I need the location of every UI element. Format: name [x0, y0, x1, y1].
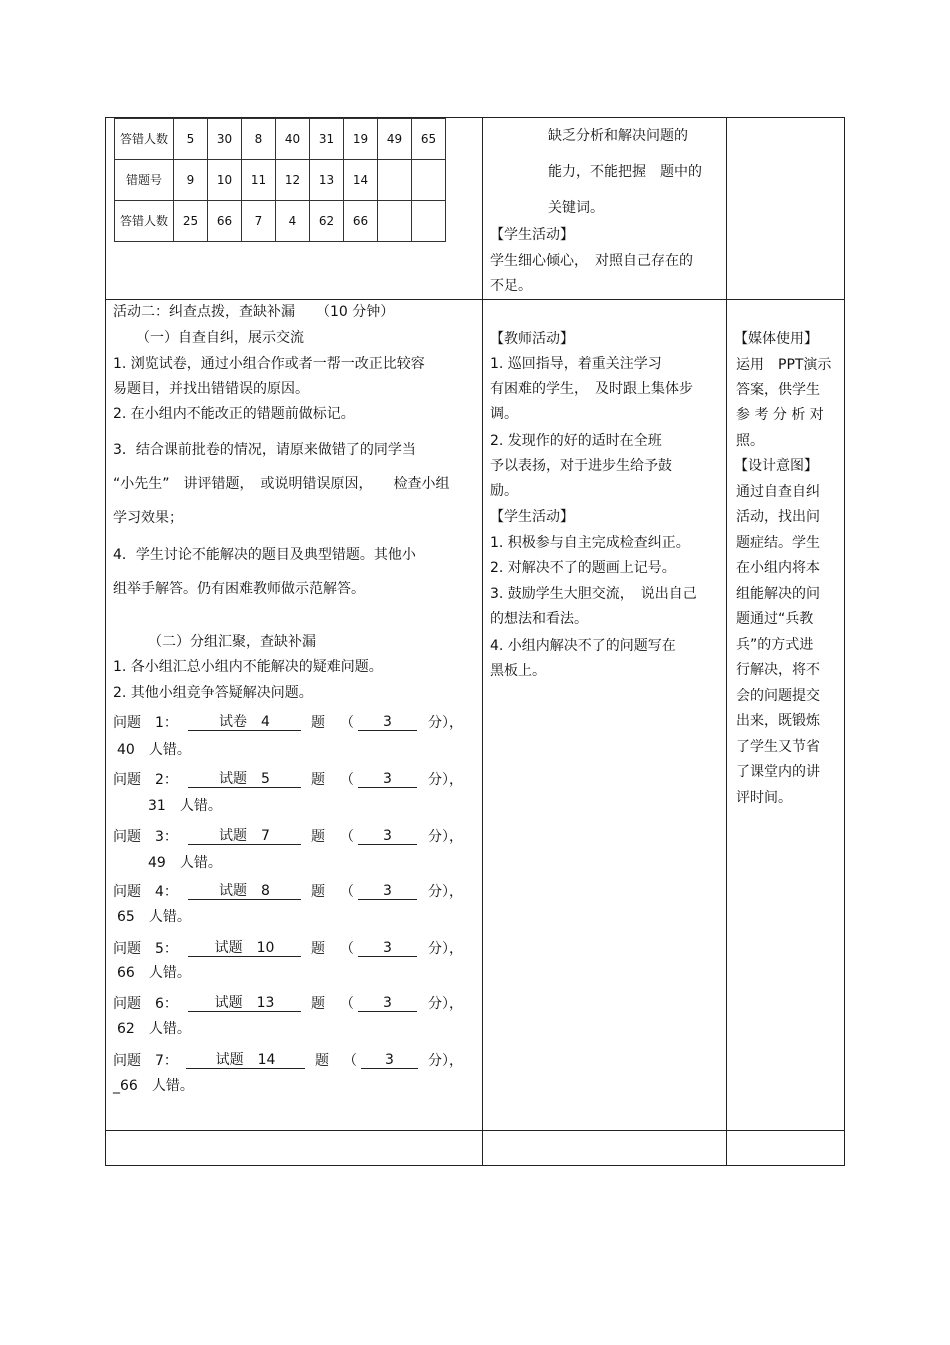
row-label: 答错人数	[115, 119, 174, 160]
media-line: 参 考 分 析 对	[736, 407, 824, 423]
problem-score-blank: 3	[358, 883, 417, 900]
media-line: 运用 PPT演示	[736, 357, 832, 373]
paren-close: 分），	[428, 829, 463, 845]
table-right-border	[844, 117, 845, 1165]
paren-close: 分），	[428, 941, 463, 957]
table-cell: 40	[276, 119, 310, 160]
analysis-line: 关键词。	[548, 200, 604, 216]
design-line: 题症结。学生	[736, 535, 820, 551]
paren-close: 分），	[428, 884, 463, 900]
row-divider	[105, 1130, 845, 1131]
problem-item-blank: 试题 14	[186, 1052, 305, 1069]
student-activity-heading: 【学生活动】	[490, 509, 574, 525]
step-text: 组举手解答。仍有困难教师做示范解答。	[113, 581, 365, 597]
table-cell: 66	[344, 201, 378, 242]
score-table	[114, 118, 446, 242]
paren-close: 分），	[428, 996, 463, 1012]
problem-label: 问题 6：	[113, 996, 178, 1012]
design-line: 会的问题提交	[736, 688, 820, 704]
student-activity-line: 的想法和看法。	[490, 611, 588, 627]
design-line: 通过自查自纠	[736, 484, 820, 500]
table-cell	[378, 201, 412, 242]
media-line: 答案，供学生	[736, 382, 820, 398]
problem-ti: 题	[311, 941, 325, 957]
table-cell: 62	[310, 201, 344, 242]
table-cell: 12	[276, 160, 310, 201]
problem-item-blank: 试卷 4	[188, 714, 301, 731]
table-cell	[378, 160, 412, 201]
problem-ti: 题	[311, 829, 325, 845]
table-cell	[412, 201, 446, 242]
section-heading: （二）分组汇聚，查缺补漏	[148, 634, 316, 650]
student-activity-line: 2. 对解决不了的题画上记号。	[490, 560, 676, 576]
step-text: 1. 各小组汇总小组内不能解决的疑难问题。	[113, 659, 383, 675]
problem-item-blank: 试题 8	[188, 883, 301, 900]
student-activity-line: 黑板上。	[490, 663, 546, 679]
media-line: 照。	[736, 433, 764, 449]
design-line: 题通过“兵教	[736, 611, 814, 627]
table-cell: 4	[276, 201, 310, 242]
table-cell: 31	[310, 119, 344, 160]
problem-label: 问题 2：	[113, 772, 178, 788]
problem-item-blank: 试题 13	[188, 995, 301, 1012]
row-divider	[105, 299, 845, 300]
student-activity-line: 学生细心倾心， 对照自己存在的	[490, 253, 693, 269]
table-cell	[412, 160, 446, 201]
problem-count: 66 人错。	[117, 965, 191, 981]
problem-label: 问题 4：	[113, 884, 178, 900]
design-line: 组能解决的问	[736, 586, 820, 602]
problem-score-blank: 3	[358, 940, 417, 957]
table-cell: 19	[344, 119, 378, 160]
paren-open: （	[343, 1053, 357, 1069]
design-line: 活动，找出问	[736, 509, 820, 525]
design-line: 评时间。	[736, 790, 792, 806]
teacher-activity-line: 2. 发现作的好的适时在全班	[490, 433, 662, 449]
problem-item-blank: 试题 5	[188, 771, 301, 788]
table-bottom-border	[105, 1165, 845, 1166]
problem-count: 65 人错。	[117, 909, 191, 925]
table-cell: 9	[174, 160, 208, 201]
design-line: 出来，既锻炼	[736, 713, 820, 729]
problem-ti: 题	[311, 996, 325, 1012]
design-heading: 【设计意图】	[734, 458, 818, 474]
paren-close: 分），	[428, 715, 463, 731]
paren-open: （	[340, 715, 354, 731]
problem-item-blank: 试题 7	[188, 828, 301, 845]
table-cell: 11	[242, 160, 276, 201]
problem-ti: 题	[315, 1053, 329, 1069]
student-activity-line: 1. 积极参与自主完成检查纠正。	[490, 535, 690, 551]
paren-open: （	[340, 996, 354, 1012]
problem-count: 40 人错。	[117, 742, 191, 758]
design-line: 了学生又节省	[736, 739, 820, 755]
paren-open: （	[340, 772, 354, 788]
table-cell: 13	[310, 160, 344, 201]
problem-ti: 题	[311, 884, 325, 900]
problem-count: 62 人错。	[117, 1021, 191, 1037]
student-activity-line: 3. 鼓励学生大胆交流， 说出自己	[490, 586, 697, 602]
table-cell: 66	[208, 201, 242, 242]
table-cell: 49	[378, 119, 412, 160]
student-activity-line: 4. 小组内解决不了的问题写在	[490, 638, 676, 654]
step-text: “小先生” 讲评错题， 或说明错误原因， 检查小组	[113, 476, 450, 492]
column-divider	[726, 117, 727, 1165]
problem-score-blank: 3	[361, 1052, 418, 1069]
problem-score-blank: 3	[358, 771, 417, 788]
table-cell: 10	[208, 160, 242, 201]
design-line: 了课堂内的讲	[736, 764, 820, 780]
design-line: 行解决，将不	[736, 662, 820, 678]
problem-label: 问题 7：	[113, 1053, 178, 1069]
teacher-activity-line: 予以表扬，对于进步生给予鼓	[490, 458, 672, 474]
teacher-activity-line: 调。	[490, 406, 518, 422]
column-divider	[482, 117, 483, 1165]
table-cell: 25	[174, 201, 208, 242]
paren-close: 分），	[428, 1053, 463, 1069]
teacher-activity-line: 励。	[490, 483, 518, 499]
table-row	[115, 201, 446, 242]
problem-label: 问题 5：	[113, 941, 178, 957]
problem-count: _66 人错。	[113, 1078, 194, 1094]
table-cell: 30	[208, 119, 242, 160]
table-cell: 8	[242, 119, 276, 160]
table-left-border	[105, 117, 106, 1165]
paren-open: （	[340, 829, 354, 845]
table-cell: 65	[412, 119, 446, 160]
table-cell: 5	[174, 119, 208, 160]
step-text: 2. 在小组内不能改正的错题前做标记。	[113, 406, 355, 422]
analysis-line: 能力，不能把握 题中的	[548, 164, 702, 180]
step-text: 2. 其他小组竞争答疑解决问题。	[113, 685, 313, 701]
row-label: 错题号	[115, 160, 174, 201]
table-row	[115, 160, 446, 201]
paren-open: （	[340, 884, 354, 900]
section-heading: （一）自查自纠，展示交流	[136, 330, 304, 346]
problem-score-blank: 3	[358, 995, 417, 1012]
step-text: 易题目，并找出错错误的原因。	[113, 381, 309, 397]
problem-item-blank: 试题 10	[188, 940, 301, 957]
media-heading: 【媒体使用】	[734, 331, 818, 347]
activity-title: 活动二：纠查点拨，查缺补漏 （10 分钟）	[113, 304, 395, 320]
paren-close: 分），	[428, 772, 463, 788]
problem-ti: 题	[311, 772, 325, 788]
step-text: 4．学生讨论不能解决的题目及典型错题。其他小	[113, 547, 416, 563]
paren-open: （	[340, 941, 354, 957]
problem-label: 问题 3：	[113, 829, 178, 845]
design-line: 在小组内将本	[736, 560, 820, 576]
problem-score-blank: 3	[358, 828, 417, 845]
problem-count: 31 人错。	[148, 798, 222, 814]
student-activity-heading: 【学生活动】	[490, 227, 574, 243]
analysis-line: 缺乏分析和解决问题的	[548, 128, 688, 144]
step-text: 3．结合课前批卷的情况，请原来做错了的同学当	[113, 442, 416, 458]
teacher-activity-line: 有困难的学生， 及时跟上集体步	[490, 381, 693, 397]
problem-count: 49 人错。	[148, 855, 222, 871]
table-row	[115, 119, 446, 160]
problem-ti: 题	[311, 715, 325, 731]
design-line: 兵”的方式进	[736, 637, 814, 653]
table-cell: 14	[344, 160, 378, 201]
problem-score-blank: 3	[358, 714, 417, 731]
teacher-activity-line: 1. 巡回指导，着重关注学习	[490, 356, 662, 372]
table-cell: 7	[242, 201, 276, 242]
teacher-activity-heading: 【教师活动】	[490, 331, 574, 347]
problem-label: 问题 1：	[113, 715, 178, 731]
step-text: 1. 浏览试卷，通过小组合作或者一帮一改正比较容	[113, 356, 425, 372]
step-text: 学习效果；	[113, 510, 183, 526]
row-label: 答错人数	[115, 201, 174, 242]
student-activity-line: 不足。	[490, 278, 532, 294]
